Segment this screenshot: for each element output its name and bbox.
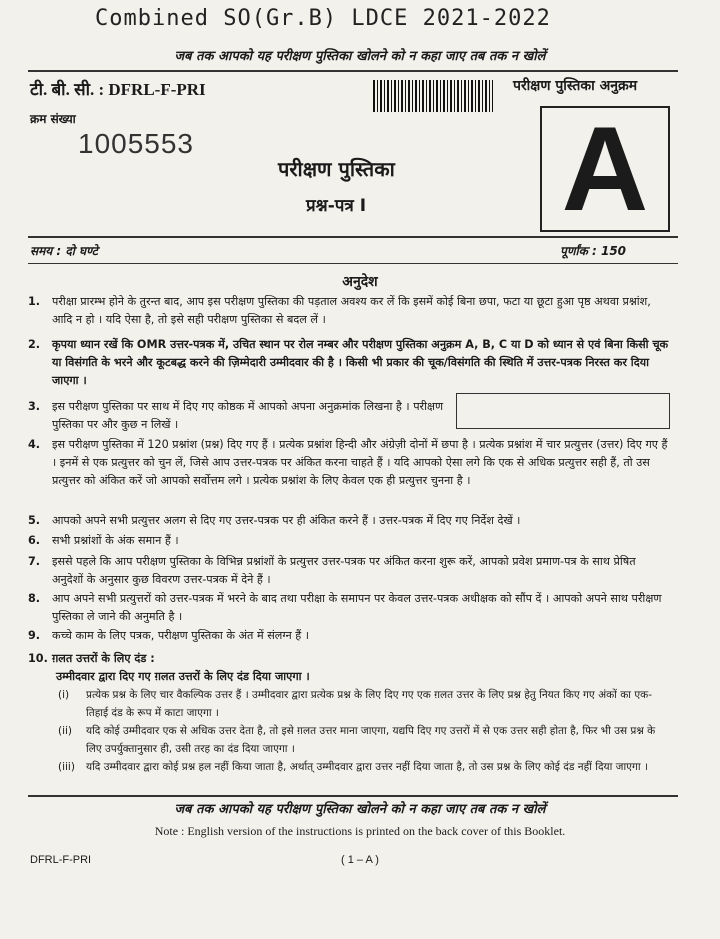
instruction-item: 10. ग़लत उत्तरों के लिए दंड : [28,652,155,665]
booklet-series-label: परीक्षण पुस्तिका अनुक्रम [513,78,638,94]
divider [28,263,678,264]
instruction-item: 4. इस परीक्षण पुस्तिका में 120 प्रश्नांश (प्रश्न) दिए गए हैं । प्रत्येक प्रश्नांश हिन्दी और अंग्रेज़ी दोनों में छपा है । प्रत्येक प्रश्नांश में चार प्रत्युत्तर (उत्तर) दिए गए हैं । इनमें से एक प्रत्युत्तर को चुन लें, जिसे आप उत्तर-पत्रक पर अंकित करना चाहते हैं । यदि आपको ऐसा लगे कि एक से अधिक प्रत्युत्तर सही हैं, तो उस प्रत्युत्तर को अंकित करें जो आपको सर्वोत्तम लगे । प्रत्येक प्रश्नांश के लिए केवल एक ही प्रत्युत्तर चुनना है । [28,438,668,487]
handwritten-header: Combined SO(Gr.B) LDCE 2021-2022 [95,6,551,31]
english-note: Note : English version of the instructions is printed on the back cover of this Booklet. [154,824,566,838]
roll-number-box[interactable] [456,393,670,429]
instruction-item: 3. इस परीक्षण पुस्तिका पर साथ में दिए गए कोष्ठक में आपको अपना अनुक्रमांक लिखना है । परीक्षण पुस्तिका पर और कुछ न लिखें । [28,400,444,431]
series-letter-box [540,102,670,236]
top-warning: जब तक आपको यह परीक्षण पुस्तिका खोलने को न कहा जाए तब तक न खोलें [174,49,546,64]
instruction-item: 7. इससे पहले कि आप परीक्षण पुस्तिका के विभिन्न प्रश्नांशों के प्रत्युत्तर उत्तर-पत्रक पर अंकित करना शुरू करें, आपको प्रवेश प्रमाण-पत्र के साथ प्रेषित अनुदेशों के अनुसार कुछ विवरण उत्तर-पत्रक में देने हैं । [28,555,636,586]
instruction-item: 2. कृपया ध्यान रखें कि OMR उत्तर-पत्रक में, उचित स्थान पर रोल नम्बर और परीक्षण पुस्तिका अनुक्रम A, B, C या D को ध्यान से एवं बिना किसी चूक या विसंगति के भरने और कूटबद्ध करने की ज़िम्मेदारी उम्मीदवार की है । किसी भी प्रकार की चूक/विसंगति की स्थिति में उत्तर-पत्रक निरस्त कर दिया जाएगा । [28,338,669,387]
instructions-heading: अनुदेश [342,274,378,290]
divider [28,236,678,238]
paper-title: प्रश्न-पत्र I [306,196,367,216]
instruction-item: 1. परीक्षा प्रारम्भ होने के तुरन्त बाद, आप इस परीक्षण पुस्तिका की पड़ताल अवश्य कर लें कि इसमें कोई बिना छपा, फटा या छूटा हुआ पृष्ठ अथवा प्रश्नांश, आदि न हो । यदि ऐसा है, तो इसे सही परीक्षण पुस्तिका से बदल लें । [28,295,651,326]
tbc-code: टी. बी. सी. : DFRL-F-PRI [30,80,206,99]
instruction-item: 5. आपको अपने सभी प्रत्युत्तर अलग से दिए गए उत्तर-पत्रक पर ही अंकित करने हैं । उत्तर-पत्रक में दिए गए निर्देश देखें । [28,514,521,527]
booklet-title: परीक्षण पुस्तिका [278,157,395,181]
divider [28,795,678,797]
penalty-item: (iii) यदि उम्मीदवार द्वारा कोई प्रश्न हल नहीं किया जाता है, अर्थात् उम्मीदवार द्वारा उत्तर नहीं दिया जाता है, तो उस प्रश्न के लिए कोई दंड नहीं दिया जाएगा । [58,761,648,773]
time-label: समय : दो घण्टे [30,244,98,258]
instruction-item: 9. कच्चे काम के लिए पत्रक, परीक्षण पुस्तिका के अंत में संलग्न हैं । [28,629,310,642]
bottom-warning: जब तक आपको यह परीक्षण पुस्तिका खोलने को न कहा जाए तब तक न खोलें [174,802,546,817]
series-letter: A [561,102,649,236]
penalty-heading: उम्मीदवार द्वारा दिए गए ग़लत उत्तरों के लिए दंड दिया जाएगा । [56,670,310,683]
serial-label: क्रम संख्या [30,112,76,126]
penalty-item: (i) प्रत्येक प्रश्न के लिए चार वैकल्पिक उत्तर हैं । उम्मीदवार द्वारा प्रत्येक प्रश्न के लिए दिए गए एक ग़लत उत्तर के लिए प्रश्न हेतु नियत किए गए अंकों का एक-तिहाई दंड के रूप में काटा जाएगा । [58,689,652,719]
instruction-item: 6. सभी प्रश्नांशों के अंक समान हैं । [28,534,179,547]
max-marks: पूर्णांक : 150 [560,244,627,258]
page-number: ( 1 – A ) [341,854,379,866]
divider [28,70,678,72]
instruction-item: 8. आप अपने सभी प्रत्युत्तरों को उत्तर-पत्रक में भरने के बाद तथा परीक्षा के समापन पर केवल उत्तर-पत्रक अधीक्षक को सौंप दें । आपको अपने साथ परीक्षण पुस्तिका ले जाने की अनुमति है । [28,592,662,623]
barcode [373,80,493,112]
footer-code: DFRL-F-PRI [30,854,92,866]
penalty-item: (ii) यदि कोई उम्मीदवार एक से अधिक उत्तर देता है, तो इसे ग़लत उत्तर माना जाएगा, यद्यपि दिए गए उत्तरों में से एक उत्तर सही होता है, फिर भी उस प्रश्न के लिए उपर्युक्तानुसार ही, उसी तरह का दंड दिया जाएगा । [58,725,656,755]
serial-number: 1005553 [78,128,195,159]
